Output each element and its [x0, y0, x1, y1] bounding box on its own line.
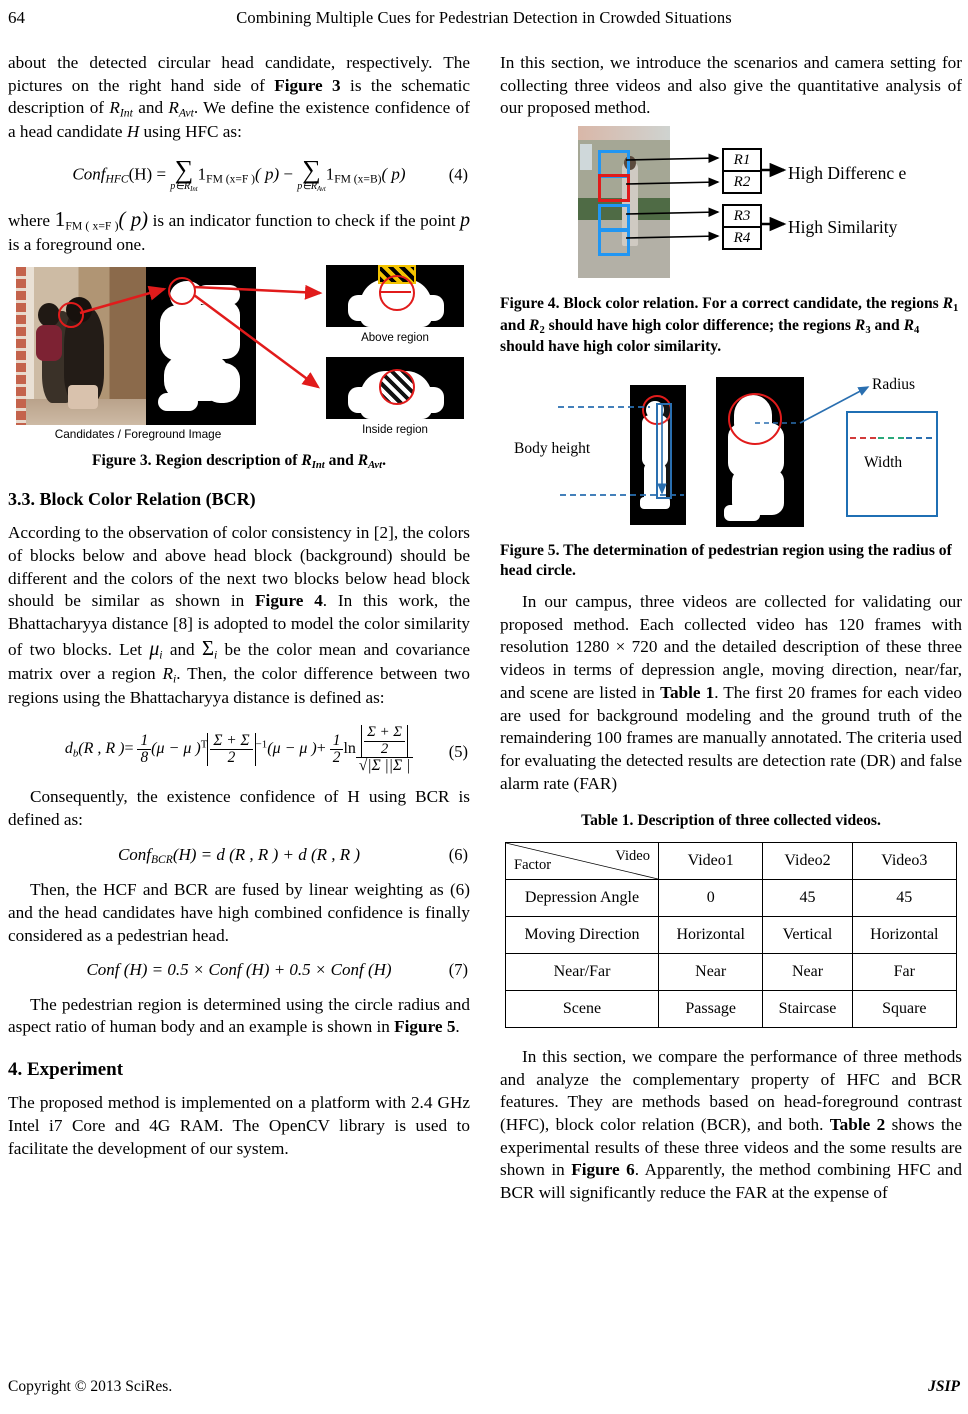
- photo-brick-wall: [16, 267, 26, 425]
- figure3-above-region-panel: [326, 265, 464, 327]
- text-run: .: [382, 451, 386, 469]
- symbol-p: p: [460, 208, 470, 231]
- table-col-header: Video2: [763, 842, 852, 879]
- text-run: shows the experimental results of these three videos and the some results are shown in: [500, 1115, 962, 1180]
- text-run: .: [455, 1017, 460, 1037]
- table-cell: Vertical: [763, 916, 852, 953]
- caption-ravt-sub: Avt: [368, 459, 383, 471]
- eq5-half-den: 2: [330, 749, 344, 766]
- figure-4-caption: [500, 294, 962, 357]
- symbol-indicator: 1: [54, 206, 66, 231]
- symbol-region: R: [162, 663, 174, 683]
- eq5-lognum-num: Σ + Σ: [367, 724, 402, 741]
- table2-ref: Table 2: [829, 1115, 886, 1135]
- text-run: should have high color similarity.: [500, 338, 722, 356]
- figure-3-graphic: [8, 257, 470, 445]
- paragraph-consequently: Consequently, the existence confidence of H using BCR is defined as:: [8, 787, 470, 830]
- text-run: Figure 4. Block color relation. For a correct candidate, the regions: [500, 295, 943, 313]
- text-run: and: [500, 316, 530, 334]
- caption-rint-sub: Int: [311, 459, 325, 471]
- cap-r2: R: [529, 316, 540, 334]
- mask-feet: [158, 393, 198, 411]
- table-cell: Square: [852, 990, 956, 1027]
- eq4-term1: 1: [197, 164, 207, 184]
- figure-3-caption: [8, 451, 470, 473]
- table-cell: 45: [763, 879, 852, 916]
- silhouette-shoulder-left: [348, 295, 374, 321]
- figure4-arrows: [500, 120, 962, 288]
- row-label: Scene: [506, 990, 659, 1027]
- running-head: [0, 8, 968, 30]
- cap-r4: R: [903, 316, 914, 334]
- equation-6: [8, 844, 470, 867]
- page-number: 64: [8, 8, 25, 27]
- text-run: is an indicator function to check if the point: [148, 210, 461, 230]
- symbol-ravt: R: [168, 98, 179, 118]
- eq5-plus: +: [316, 740, 326, 758]
- table-1: [505, 842, 957, 1028]
- running-title: Combining Multiple Cues for Pedestrian Detection in Crowded Situations: [236, 8, 732, 27]
- eq4-lhs: Conf: [72, 164, 106, 184]
- table-col-header: Video3: [852, 842, 956, 879]
- text-run: In this section, we compare the performance of three methods and analyze the complementary property of HFC and BCR features. They are methods based on head-foreground contrast (HFC), block color relation (BCR), and both.: [500, 1046, 962, 1135]
- eq5-mudiff1: (μ − μ ): [151, 740, 201, 758]
- photo-legs: [68, 385, 98, 409]
- eq5-lhs-sub: b: [72, 747, 79, 760]
- journal-abbreviation: JSIP: [928, 1378, 960, 1395]
- text-run: and: [324, 451, 358, 469]
- cap-r2-sub: 2: [539, 324, 545, 336]
- cap-r1: R: [942, 295, 954, 313]
- figure4-ref: Figure 4: [255, 591, 323, 611]
- page-footer: [8, 1378, 960, 1396]
- symbol-ravt-sub: Avt: [178, 106, 194, 120]
- eq5-logden: √|Σ ||Σ |: [356, 757, 413, 774]
- eq5-args: (R , R ): [78, 740, 125, 758]
- body-height-label: Body height: [514, 440, 591, 458]
- head-circle-photo: [58, 302, 84, 328]
- eq6-body: (H) = d (R , R ) + d (R , R ): [172, 844, 361, 864]
- corner-video-label: Video: [615, 847, 650, 864]
- eq4-sum2: ∑ $p\in R_{Avt}$: [297, 154, 326, 193]
- eq5-inverse: −1: [255, 738, 268, 751]
- text-run: . Then, the color difference between two regions using the Bhattacharyya distance is defined as:: [8, 663, 470, 707]
- eq6-sub: BCR: [151, 852, 173, 866]
- eq4-term2: 1: [325, 164, 335, 184]
- circle-divider: [379, 291, 411, 293]
- photo-backpack: [36, 325, 62, 361]
- figure-4-graphic: [500, 120, 962, 288]
- text-run: is the schematic description of: [8, 75, 471, 118]
- label-r3: R3: [733, 208, 751, 225]
- eq5-number: (5): [448, 742, 468, 762]
- row-label: Near/Far: [506, 953, 659, 990]
- high-difference-label: High Differenc e: [788, 163, 907, 184]
- eq4-lhs-arg: (H) =: [128, 164, 167, 184]
- figure3-inside-region-panel: [326, 357, 464, 419]
- eq4-sum1: ∑ $p\in R_{Int}$: [170, 154, 198, 193]
- table-cell: Near: [659, 953, 763, 990]
- eq4-term1-arg: ( p): [255, 164, 280, 184]
- eq4-sum2-limit-sub: Avt: [317, 185, 326, 193]
- eq4-number: (4): [448, 164, 468, 184]
- eq5-equals: =: [124, 740, 134, 758]
- eq7-body: Conf (H) = 0.5 × Conf (H) + 0.5 × Conf (H): [86, 960, 392, 980]
- eq5-half-num: 1: [332, 732, 341, 750]
- table-cell: 45: [852, 879, 956, 916]
- equation-5: [8, 725, 470, 774]
- text-run: . Apparently, the method combining HFC and BCR will significantly reduce the FAR at the expense of: [500, 1160, 962, 1203]
- corner-factor-label: Factor: [514, 856, 552, 873]
- text-run: . We define the existence confidence of a head candidate: [8, 98, 470, 142]
- text-run: Figure 3. Region description of: [92, 451, 302, 469]
- table-row: [506, 990, 957, 1027]
- table-1-caption: Table 1. Description of three collected videos.: [581, 812, 881, 830]
- row-label: Depression Angle: [506, 879, 659, 916]
- figure6-ref: Figure 6: [571, 1160, 635, 1180]
- radius-label: Radius: [872, 376, 916, 394]
- symbol-region-sub: i: [173, 672, 177, 686]
- cap-r3: R: [854, 316, 866, 334]
- eq5-mat-num: Σ + Σ: [213, 732, 250, 750]
- table1-ref: Table 1: [660, 682, 715, 702]
- paragraph-comparison: [500, 1046, 962, 1205]
- high-similarity-label: High Similarity: [788, 217, 898, 238]
- eq4-term2-sub: FM (x=B): [334, 172, 382, 186]
- symbol-indicator-sub: FM ( x=F ): [65, 219, 119, 233]
- table-row: [506, 879, 957, 916]
- caption-ravt: R: [357, 451, 369, 469]
- eq4-sum1-limit-sub: Int: [190, 185, 198, 193]
- figure-5-caption: Figure 5. The determination of pedestrian region using the radius of head circle.: [500, 542, 952, 580]
- table-cell: Far: [852, 953, 956, 990]
- paragraph-fusion: Then, the HCF and BCR are fused by linear weighting as (6) and the head candidates have high combined confidence is finally considered as a pedestrian head.: [8, 880, 470, 945]
- symbol-rint-sub: Int: [119, 106, 133, 120]
- figure5-ref: Figure 5: [394, 1017, 456, 1037]
- figure3-foreground-mask: [146, 267, 256, 425]
- paragraph-intro-section: In this section, we introduce the scenarios and camera setting for collecting three videos and also give the quantitative analysis of our proposed method.: [500, 53, 962, 118]
- text-run: and: [132, 98, 169, 118]
- text-run: The pedestrian region is determined using the circle radius and aspect ratio of human body and an example is shown in: [8, 994, 470, 1037]
- eq5-one-eighth: [137, 733, 151, 766]
- eq5-lhs: d: [64, 740, 73, 758]
- copyright-text: Copyright © 2013 SciRes.: [8, 1378, 173, 1395]
- candidates-foreground-label: Candidates / Foreground Image: [54, 426, 222, 441]
- section-heading-4: 4. Experiment: [8, 1059, 124, 1081]
- eq5-coef-den: 8: [137, 749, 151, 766]
- table-row: [506, 916, 957, 953]
- text-run: . The first 20 frames for each video are used for background modeling and the ground truth of the remaindering 100 frames are manually annotated. The criteria used for evaluating the detected results are detection rate (DR) and false alarm rate (FAR): [500, 682, 962, 793]
- paragraph-videos: [500, 591, 962, 795]
- text-run: and: [870, 316, 904, 334]
- head-circle-above: [379, 275, 415, 311]
- head-circle-mask: [168, 277, 196, 305]
- silhouette-shoulder-left: [348, 387, 374, 413]
- text-run: using HFC as:: [139, 122, 242, 142]
- eq5-transpose: T: [200, 738, 208, 751]
- eq6-number: (6): [448, 844, 468, 864]
- table-cell: Near: [763, 953, 852, 990]
- text-run: In our campus, three videos are collected for validating our proposed method. Each collected video has 120 frames with resolution 1280 × 720 and the detailed description of these three videos in terms of depression angle, moving direction, near/far, and scene are listed in: [500, 592, 962, 702]
- table-row: [506, 953, 957, 990]
- text-run: be the color mean and covariance matrix over a region: [8, 639, 470, 683]
- eq4-lhs-sub: HFC: [105, 172, 129, 186]
- paragraph-head-candidate: [8, 52, 470, 144]
- text-run: According to the observation of color consistency in [2], the colors of blocks below and above head block (background) should be different and the colors of the next two blocks below head block should be similar as shown in: [8, 523, 470, 611]
- eq5-matrix1: [207, 733, 255, 766]
- symbol-mu-sub: i: [159, 647, 163, 661]
- table-cell: Staircase: [763, 990, 852, 1027]
- table-cell: Horizontal: [852, 916, 956, 953]
- eq7-number: (7): [448, 960, 468, 980]
- section-heading-3-3: 3.3. Block Color Relation (BCR): [8, 489, 256, 510]
- paragraph-indicator: [8, 205, 470, 257]
- symbol-h: H: [126, 122, 140, 142]
- eq5-mat-den: 2: [210, 749, 252, 766]
- text-run: and: [162, 639, 202, 659]
- eq5-lognum-den: 2: [364, 741, 405, 757]
- equation-7: [8, 959, 470, 981]
- symbol-sigma: Σ: [201, 637, 214, 660]
- label-r4: R4: [724, 226, 760, 248]
- left-column: [8, 52, 470, 1160]
- above-region-label: Above region: [361, 331, 429, 344]
- symbol-mu: μ: [149, 637, 160, 660]
- eq4-term2-arg: ( p): [381, 164, 406, 184]
- caption-rint: R: [301, 451, 312, 469]
- eq4-minus: −: [283, 164, 293, 184]
- table-cell: 0: [659, 879, 763, 916]
- text-run: where: [8, 210, 55, 230]
- table-cell: Horizontal: [659, 916, 763, 953]
- inside-region-hatched-circle: [379, 369, 415, 405]
- text-run: is a foreground one.: [8, 235, 146, 255]
- cap-r3-sub: 3: [865, 324, 871, 336]
- paragraph-pedestrian-region: [8, 994, 470, 1039]
- eq5-half: [330, 733, 344, 766]
- symbol-rint: R: [109, 98, 120, 118]
- eq6-lhs: Conf: [117, 844, 151, 864]
- label-r2: R2: [724, 170, 760, 192]
- label-r1: R1: [733, 152, 751, 169]
- eq4-sum2-limit: p∈R: [297, 180, 318, 192]
- silhouette-shoulder-right: [418, 387, 444, 413]
- equation-4: [8, 154, 470, 193]
- right-column: [500, 52, 962, 1205]
- silhouette-shoulder-right: [418, 295, 444, 321]
- symbol-sigma-sub: i: [213, 647, 218, 661]
- mask-legs-right: [204, 363, 240, 403]
- table-corner-cell: [506, 842, 659, 879]
- eq5-log-fraction: [356, 725, 413, 774]
- figure5-annotations: [500, 367, 962, 535]
- inside-region-label: Inside region: [362, 423, 428, 436]
- mask-torso-right: [204, 301, 240, 359]
- figure3-ref: Figure 3: [274, 75, 341, 95]
- figure3-photo: [16, 267, 146, 425]
- eq4-term1-sub: FM (x=F ): [206, 172, 256, 186]
- table-header-row: [506, 842, 957, 879]
- table-col-header: Video1: [659, 842, 763, 879]
- cap-r4-sub: 4: [913, 324, 920, 336]
- eq5-coef-num: 1: [140, 732, 149, 750]
- table-cell: Passage: [659, 990, 763, 1027]
- row-label: Moving Direction: [506, 916, 659, 953]
- figure-5-graphic: [500, 367, 962, 535]
- cap-r1-sub: 1: [953, 303, 959, 315]
- eq5-mudiff2: (μ − μ ): [267, 740, 317, 758]
- symbol-indicator-arg: ( p): [118, 208, 149, 231]
- paragraph-platform: The proposed method is implemented on a platform with 2.4 GHz Intel i7 Core and 4G RAM. The OpenCV library is used to facilitate the development of our system.: [8, 1093, 470, 1158]
- photo-person-back-head: [38, 303, 60, 327]
- eq4-sum1-limit: p∈R: [170, 180, 191, 192]
- text-run: . In this work, the Bhattacharyya distance [8] is adopted to model the color similarity of two blocks. Let: [8, 591, 470, 659]
- text-run: about the detected circular head candidate, respectively. The pictures on the right hand side of: [8, 53, 470, 95]
- text-run: should have high color difference; the regions: [544, 316, 855, 334]
- paragraph-bcr: [8, 522, 470, 709]
- width-label: Width: [864, 454, 903, 472]
- eq5-ln: ln: [343, 740, 356, 758]
